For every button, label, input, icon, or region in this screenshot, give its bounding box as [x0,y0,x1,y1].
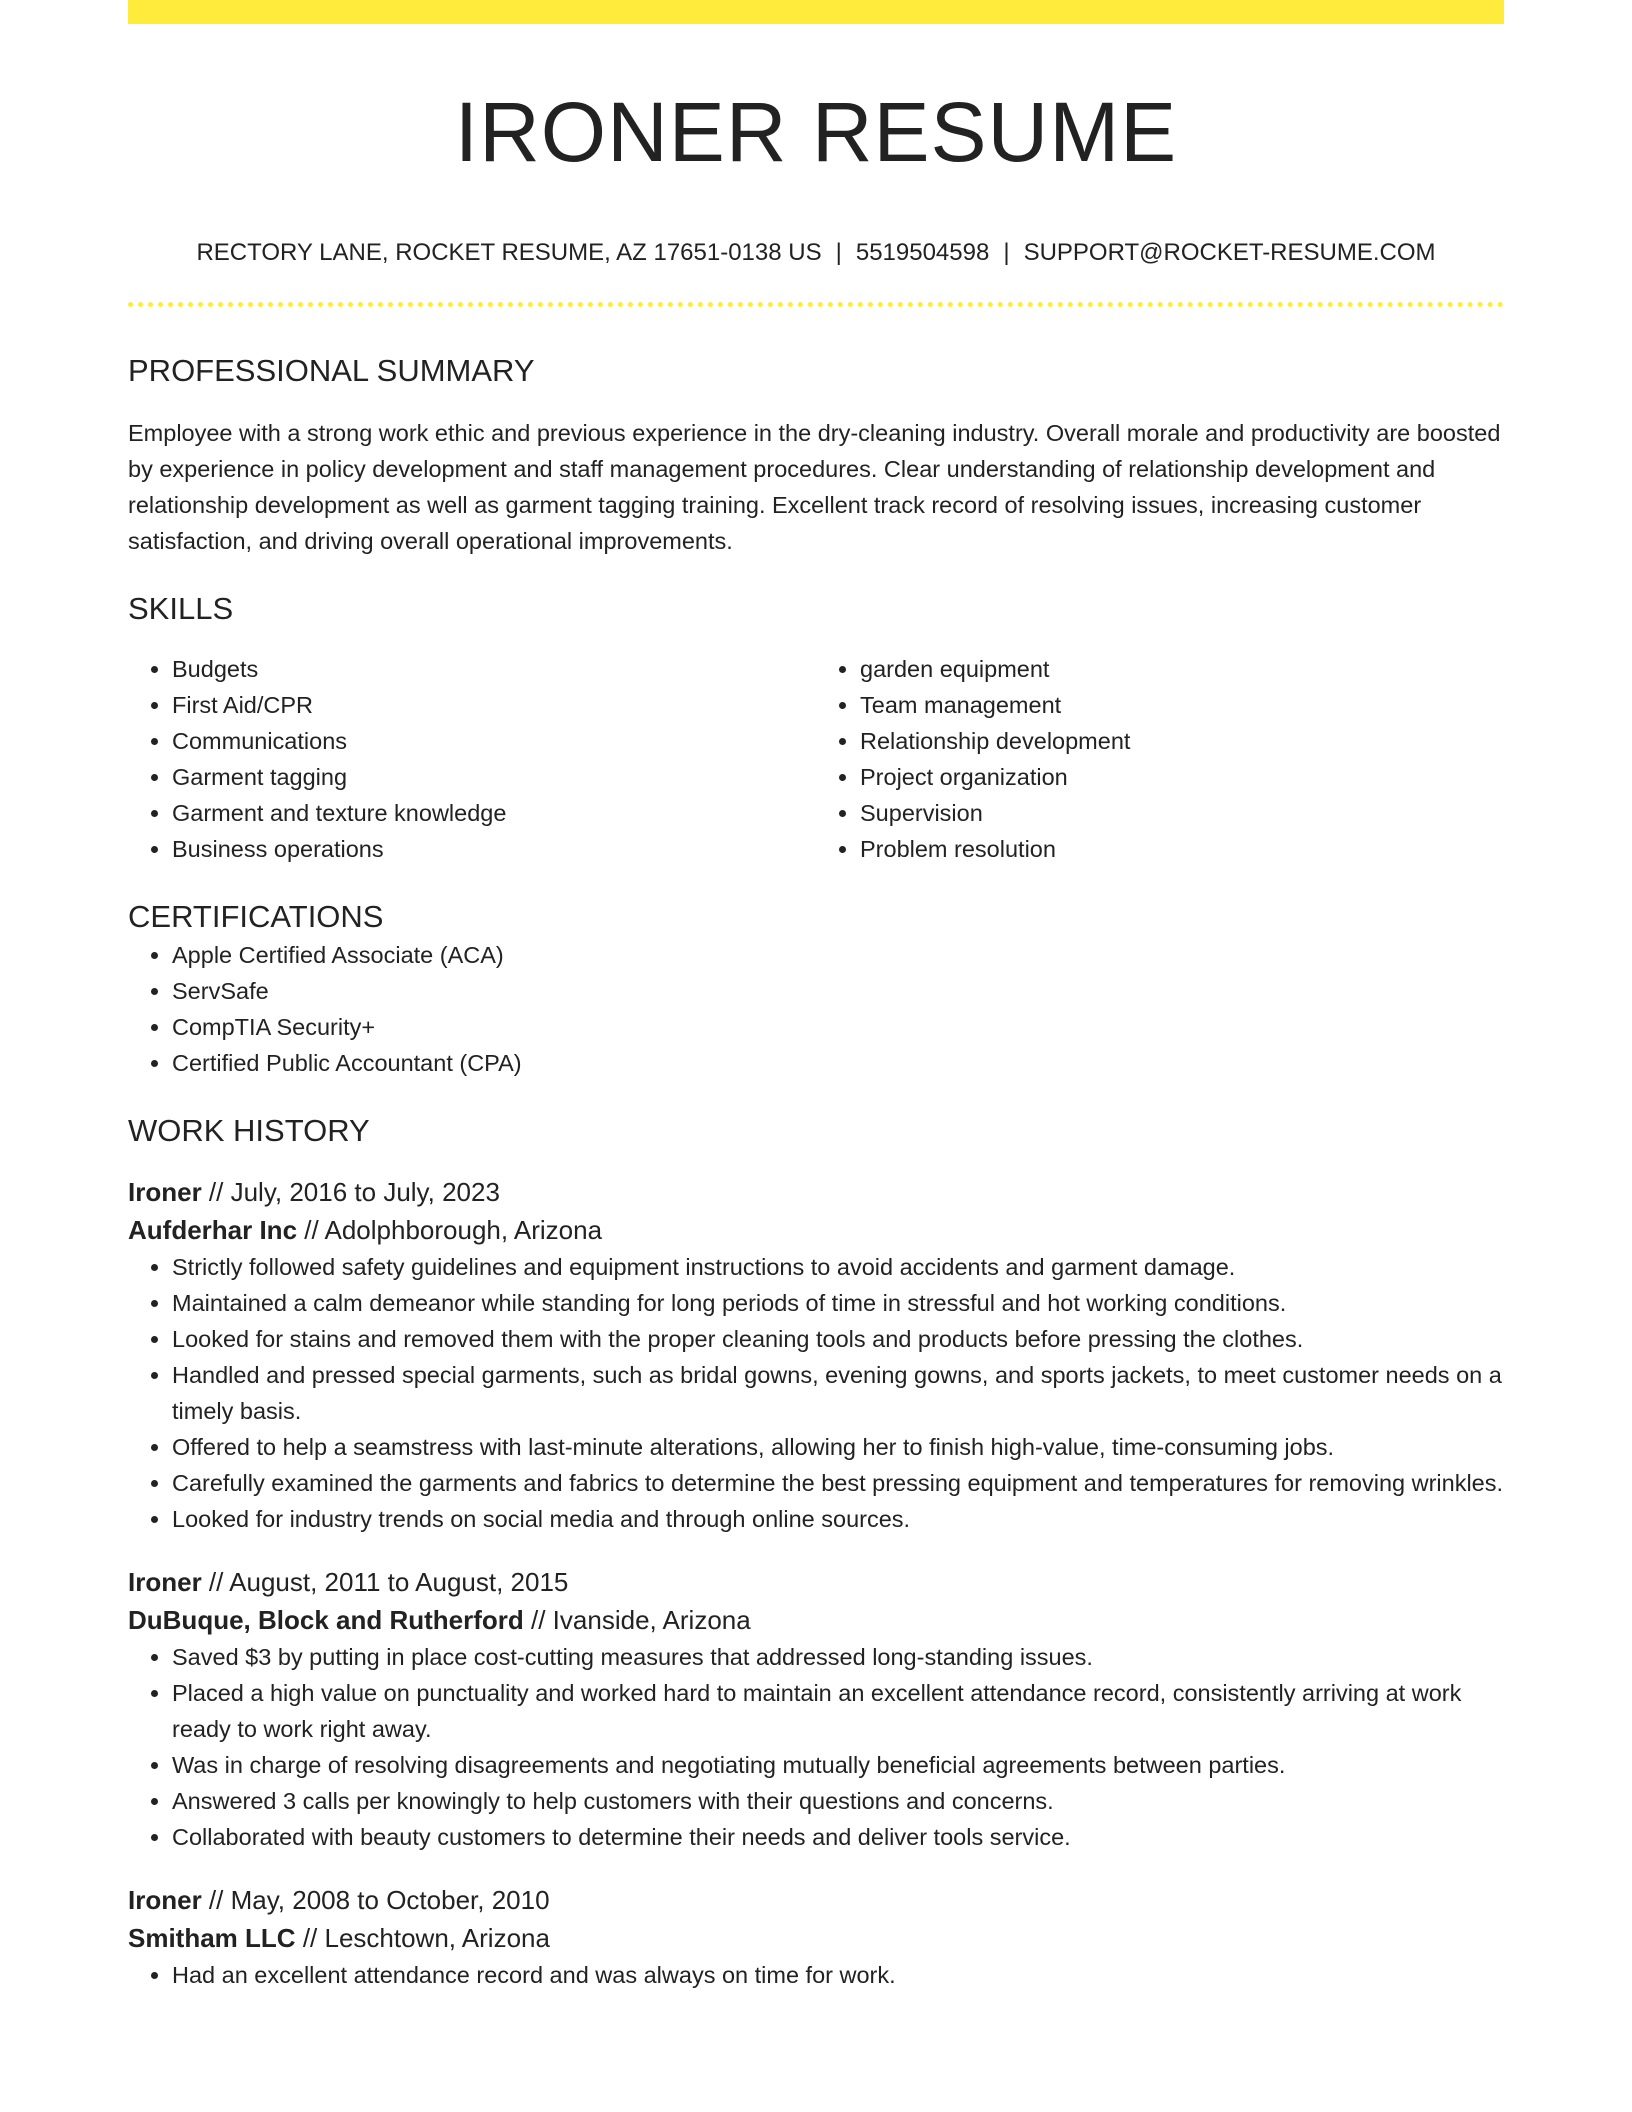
list-item: • Certified Public Accountant (CPA) [172,1045,1504,1081]
job-title: Ironer [128,1567,202,1597]
list-item: • Answered 3 calls per knowingly to help customers with their questions and concerns. [172,1783,1504,1819]
skills-left-column [128,651,816,867]
page-title: IRONER RESUME [454,85,1178,179]
job-bullets [128,1249,1504,1537]
job-title-line [128,1563,1504,1601]
job-bullets [128,1639,1504,1855]
job-company: Smitham LLC [128,1923,296,1953]
skills-list [128,651,1504,867]
job-entry [128,1563,1504,1855]
job-location: // Leschtown, Arizona [302,1923,550,1953]
job-bullets [128,1957,1504,1993]
job-title: Ironer [128,1177,202,1207]
job-dates: // May, 2008 to October, 2010 [208,1885,550,1915]
accent-top-bar [128,0,1504,24]
list-item: • Relationship development [860,723,1504,759]
job-location: // Adolphborough, Arizona [304,1215,603,1245]
job-entry [128,1173,1504,1537]
job-company: DuBuque, Block and Rutherford [128,1605,524,1635]
list-item: • Looked for stains and removed them with the proper cleaning tools and products before pressing the clothes. [172,1321,1504,1357]
job-location: // Ivanside, Arizona [531,1605,751,1635]
list-item: • Saved $3 by putting in place cost-cutting measures that addressed long-standing issues. [172,1639,1504,1675]
job-title-line [128,1881,1504,1919]
list-item: • Budgets [172,651,816,687]
list-item: • Apple Certified Associate (ACA) [172,937,1504,973]
work-history-list [128,1173,1504,1993]
certifications-list [128,937,1504,1081]
job-company: Aufderhar Inc [128,1215,298,1245]
list-item: • First Aid/CPR [172,687,816,723]
contact-phone: 5519504598 [855,239,990,266]
list-item: • Project organization [860,759,1504,795]
contact-address: RECTORY LANE, ROCKET RESUME, AZ 17651-0138 US [196,239,822,266]
list-item: • Communications [172,723,816,759]
job-title: Ironer [128,1885,202,1915]
job-dates: // July, 2016 to July, 2023 [208,1177,500,1207]
job-entry [128,1881,1504,1993]
resume-content [128,0,1504,2019]
job-company-line [128,1211,1504,1249]
list-item: • Garment tagging [172,759,816,795]
summary-text: Employee with a strong work ethic and previous experience in the dry-cleaning industry. Overall morale and productivity are boosted by experience in policy development and staff management procedures. Clear understanding of relationship development and relationship development as well as garment tagging training. Excellent track record of resolving issues, increasing customer satisfaction, and driving overall operational improvements. [128,420,1501,554]
list-item: • Collaborated with beauty customers to determine their needs and deliver tools service. [172,1819,1504,1855]
list-item: • Placed a high value on punctuality and worked hard to maintain an excellent attendance record, consistently arriving at work ready to work right away. [172,1675,1504,1747]
contact-line [128,238,1504,268]
list-item: • Garment and texture knowledge [172,795,816,831]
job-company-line [128,1919,1504,1957]
list-item: • Looked for industry trends on social media and through online sources. [172,1501,1504,1537]
skills-heading: SKILLS [128,591,234,626]
job-company-line [128,1601,1504,1639]
list-item: • Problem resolution [860,831,1504,867]
contact-separator: | [835,239,842,266]
list-item: • CompTIA Security+ [172,1009,1504,1045]
list-item: • Business operations [172,831,816,867]
contact-separator: | [1003,239,1010,266]
list-item: • Was in charge of resolving disagreements and negotiating mutually beneficial agreements between parties. [172,1747,1504,1783]
list-item: • Strictly followed safety guidelines and equipment instructions to avoid accidents and garment damage. [172,1249,1504,1285]
job-dates: // August, 2011 to August, 2015 [208,1567,569,1597]
certifications-heading: CERTIFICATIONS [128,899,384,934]
list-item: • Carefully examined the garments and fabrics to determine the best pressing equipment and temperatures for removing wrinkles. [172,1465,1504,1501]
list-item: • ServSafe [172,973,1504,1009]
list-item: • garden equipment [860,651,1504,687]
list-item: • Offered to help a seamstress with last-minute alterations, allowing her to finish high-value, time-consuming jobs. [172,1429,1504,1465]
list-item: • Team management [860,687,1504,723]
list-item: • Had an excellent attendance record and was always on time for work. [172,1957,1504,1993]
dotted-divider [128,302,1504,307]
summary-heading: PROFESSIONAL SUMMARY [128,353,535,388]
list-item: • Maintained a calm demeanor while standing for long periods of time in stressful and hot working conditions. [172,1285,1504,1321]
job-title-line [128,1173,1504,1211]
list-item: • Supervision [860,795,1504,831]
list-item: • Handled and pressed special garments, such as bridal gowns, evening gowns, and sports jackets, to meet customer needs on a timely basis. [172,1357,1504,1429]
work-history-heading: WORK HISTORY [128,1113,370,1148]
skills-right-column [816,651,1504,867]
contact-email: SUPPORT@ROCKET-RESUME.COM [1023,239,1436,266]
